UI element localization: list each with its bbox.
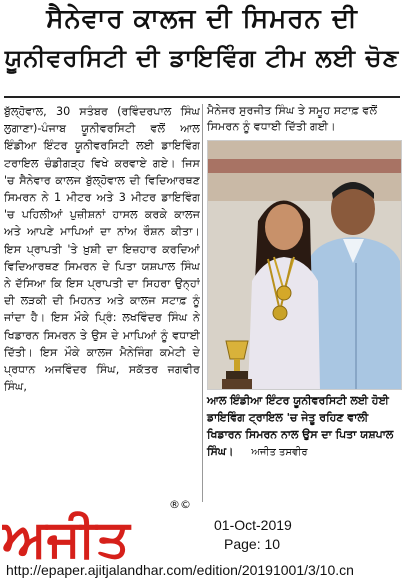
epaper-url[interactable]: http://epaper.ajitjalandhar.com/edition/20191001/3/10.cn bbox=[6, 562, 354, 578]
article-continuation-column bbox=[207, 103, 403, 135]
article-continuation: ਮੈਨੇਜਰ ਸੁਰਜੀਤ ਸਿੰਘ ਤੇ ਸਮੂਹ ਸਟਾਫ਼ ਵਲੋਂ ਸਿਮਰਨ ਨੂੰ ਵਧਾਈ ਦਿੱਤੀ ਗਈ। bbox=[207, 104, 378, 133]
ajit-logo bbox=[2, 508, 162, 566]
registered-mark: ®© bbox=[169, 498, 191, 511]
page-number: Page: 10 bbox=[224, 536, 281, 552]
column-divider bbox=[202, 104, 203, 502]
edition-date: 01-Oct-2019 bbox=[214, 517, 292, 533]
headline-rule bbox=[4, 96, 400, 98]
headline-line-1: ਸੈਨੇਵਾਰ ਕਾਲਜ ਦੀ ਸਿਮਰਨ ਦੀ bbox=[46, 4, 358, 34]
headline-line-2: ਯੂਨੀਵਰਸਿਟੀ ਦੀ ਡਾਇਵਿੰਗ ਟੀਮ ਲਈ ਚੋਣ bbox=[4, 44, 400, 72]
article-body: ਬੁੱਲ੍ਹੋਵਾਲ, 30 ਸਤੰਬਰ (ਰਵਿੰਦਰਪਾਲ ਸਿੰਘ ਲੁਗਾਣਾ)-ਪੰਜਾਬ ਯੂਨੀਵਰਸਿਟੀ ਵਲੋਂ ਆਲ ਇੰਡੀਆ ਇੰਟਰ ਯੂਨੀਵਰਸਿਟੀ ਲਈ ਡਾਇਵਿੰਗ ਟਰਾਇਲ ਚੰਡੀਗੜ੍ਹ ਵਿਖੇ ਕਰਵਾਏ ਗਏ। ਜਿਸ 'ਚ ਸੈਨੇਵਾਰ ਕਾਲਜ ਬੁੱਲ੍ਹੋਵਾਲ ਦੀ ਵਿਦਿਆਰਥਣ ਸਿਮਰਨ ਨੇ 1 ਮੀਟਰ ਅਤੇ 3 ਮੀਟਰ ਡਾਇਵਿੰਗ 'ਚ ਪਹਿਲੀਆਂ ਪੁਜ਼ੀਸ਼ਨਾਂ ਹਾਸਲ ਕਰਕੇ ਕਾਲਜ ਅਤੇ ਆਪਣੇ ਮਾਪਿਆਂ ਦਾ ਨਾਂਅ ਰੌਸ਼ਨ ਕੀਤਾ। ਇਸ ਪ੍ਰਾਪਤੀ 'ਤੇ ਖ਼ੁਸ਼ੀ ਦਾ ਇਜ਼ਹਾਰ ਕਰਦਿਆਂ ਵਿਦਿਆਰਥਣ ਸਿਮਰਨ ਦੇ ਪਿਤਾ ਯਸ਼ਪਾਲ ਸਿੰਘ ਨੇ ਦੱਸਿਆ ਕਿ ਇਸ ਪ੍ਰਾਪਤੀ ਦਾ ਸਿਹਰਾ ਉਨ੍ਹਾਂ ਦੀ ਲੜਕੀ ਦੀ ਮਿਹਨਤ ਅਤੇ ਕਾਲਜ ਸਟਾਫ਼ ਨੂੰ ਜਾਂਦਾ ਹੈ। ਇਸ ਮੌਕੇ ਪ੍ਰਿੰ: ਲਖਵਿੰਦਰ ਸਿੰਘ ਨੇ ਖਿਡਾਰਨ ਸਿਮਰਨ ਤੇ ਉਸ ਦੇ ਮਾਪਿਆਂ ਨੂੰ ਵਧਾਈ ਦਿੱਤੀ। ਇਸ ਮੌਕੇ ਕਾਲਜ ਮੈਨੇਜਿੰਗ ਕਮੇਟੀ ਦੇ ਪ੍ਰਧਾਨ ਅਜਵਿੰਦਰ ਸਿੰਘ, ਸਕੱਤਰ ਜਗਵੀਰ ਸਿੰਘ, bbox=[4, 105, 200, 394]
news-photo bbox=[207, 140, 402, 390]
photo-caption-text: ਆਲ ਇੰਡੀਆ ਇੰਟਰ ਯੂਨੀਵਰਸਿਟੀ ਲਈ ਹੋਈ ਡਾਇਵਿੰਗ ਟ੍ਰਾਇਲ 'ਚ ਜੇਤੂ ਰਹਿਣ ਵਾਲੀ ਖਿਡਾਰਨ ਸਿਮਰਨ ਨਾਲ ਉਸ ਦਾ ਪਿਤਾ ਯਸ਼ਪਾਲ ਸਿੰਘ। bbox=[207, 394, 394, 458]
photo-caption bbox=[207, 392, 403, 461]
photo-credit: ਅਜੀਤ ਤਸਵੀਰ bbox=[251, 447, 308, 458]
article-body-column bbox=[4, 103, 200, 503]
news-photo-illustration bbox=[208, 141, 402, 390]
ajit-logo-text: ਅਜੀਤ bbox=[2, 509, 130, 566]
